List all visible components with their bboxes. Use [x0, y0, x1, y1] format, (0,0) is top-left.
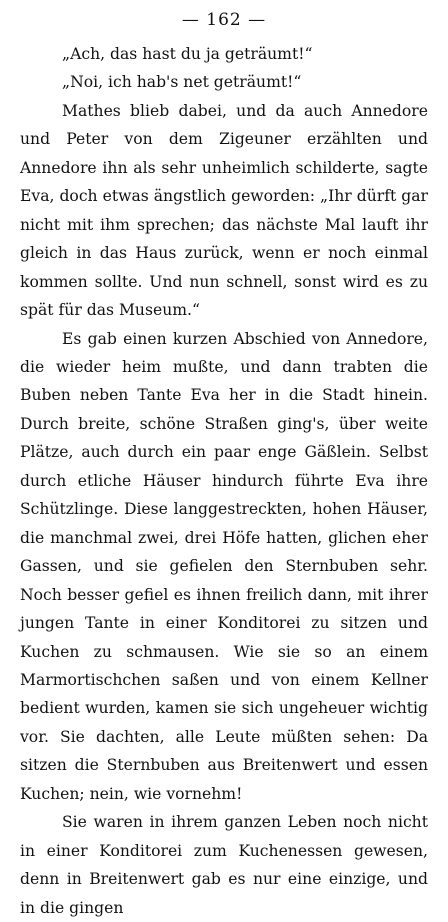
paragraph-4: Es gab einen kurzen Abschied von Annedore, die wieder heim mußte, und dann trabten die Buben neben Tante Eva her in die Stadt hinein. Durch breite, schöne Straßen ging's, über weite Plätze, auch durch ein paar enge Gäßlein. Selbst durch etliche Häuser hindurch führte Eva ihre Schützlinge. Diese langgestreckten, hohen Häuser, die manchmal zwei, drei Höfe hatten, glichen eher Gassen, und sie gefielen den Sternbuben sehr. Noch besser gefiel es ihnen freilich dann, mit ihrer jungen Tante in einer Konditorei zu sitzen und Kuchen zu schmausen. Wie sie so an einem Marmortischchen saßen und von einem Kellner bedient wurden, kamen sie sich ungeheuer wichtig vor. Sie dachten, alle Leute müßten sehen: Da sitzen die Sternbuben aus Breitenwert und essen Kuchen; nein, wie vornehm! — [20, 329, 428, 803]
page-body — [20, 40, 428, 922]
paragraph-3: Mathes blieb dabei, und da auch Annedore und Peter von dem Zigeuner erzählten und Annedore ihn als sehr unheimlich schilderte, sagte Eva, doch etwas ängstlich geworden: „Ihr dürft gar nicht mit ihm sprechen; das nächste Mal lauft ihr gleich in das Haus zurück, wenn er noch einmal kommen sollte. Und nun schnell, sonst wird es zu spät für das Museum.“ — [20, 101, 428, 320]
page-number: — 162 — — [181, 10, 267, 30]
paragraph-2: „Noi, ich hab's net geträumt!“ — [62, 73, 302, 92]
paragraph-5: Sie waren in ihrem ganzen Leben noch nicht in einer Konditorei zum Kuchenessen gewesen, denn in Breitenwert gab es nur eine einzige, und in die gingen — [20, 813, 428, 917]
paragraph-1: „Ach, das hast du ja geträumt!“ — [62, 45, 313, 63]
